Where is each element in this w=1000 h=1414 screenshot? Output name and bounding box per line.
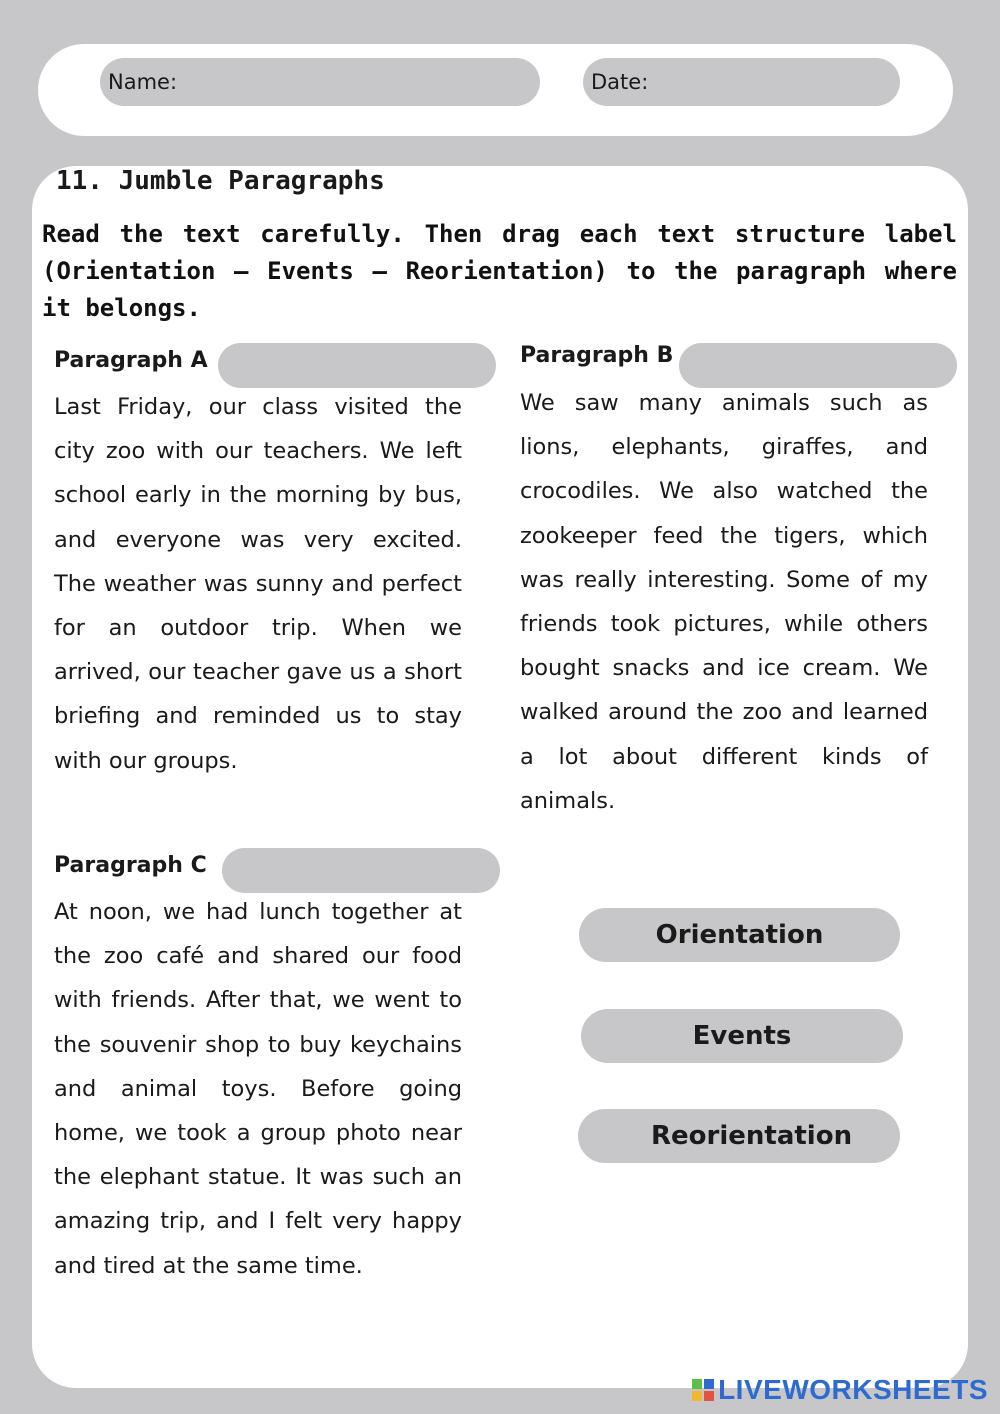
brand-name: LIVEWORKSHEETS xyxy=(718,1374,988,1405)
page-title: 11. Jumble Paragraphs xyxy=(56,166,385,196)
paragraph-b-label: Paragraph B xyxy=(520,343,674,368)
paragraph-b-text: We saw many animals such as lions, elephants, giraffes, and crocodiles. We also watched the zookeeper feed the tigers, which was really interesting. Some of my friends took pictures, while others bought snacks and ice cream. We walked around the zoo and learned a lot about different kinds of animals. xyxy=(520,390,928,814)
brand-logo xyxy=(692,1374,988,1406)
orientation-drag-label[interactable]: Orientation xyxy=(579,908,900,962)
paragraph-a-drop-slot[interactable] xyxy=(218,343,496,388)
date-label: Date: xyxy=(591,70,649,94)
paragraph-c-drop-slot[interactable] xyxy=(222,848,500,893)
paragraph-a-label: Paragraph A xyxy=(54,348,208,373)
reorientation-drag-label[interactable]: Reorientation xyxy=(578,1109,900,1163)
liveworksheets-logo-icon xyxy=(692,1379,714,1401)
name-label: Name: xyxy=(108,70,178,94)
paragraph-a-text: Last Friday, our class visited the city zoo with our teachers. We left school early in the morning by bus, and everyone was very excited. The weather was sunny and perfect for an outdoor trip. When we arrived, our teacher gave us a short briefing and reminded us to stay with our groups. xyxy=(54,394,462,774)
paragraph-c-label: Paragraph C xyxy=(54,853,207,878)
paragraph-c-text: At noon, we had lunch together at the zoo café and shared our food with friends. After that, we went to the souvenir shop to buy keychains and animal toys. Before going home, we took a group photo near the elephant statue. It was such an amazing trip, and I felt very happy and tired at the same time. xyxy=(54,899,462,1279)
instructions: Read the text carefully. Then drag each text structure label (Orientation – Events – Reorientation) to the paragraph where it belongs. xyxy=(42,220,957,322)
date-field[interactable] xyxy=(583,58,900,106)
name-field[interactable] xyxy=(100,58,540,106)
events-drag-label[interactable]: Events xyxy=(581,1009,903,1063)
